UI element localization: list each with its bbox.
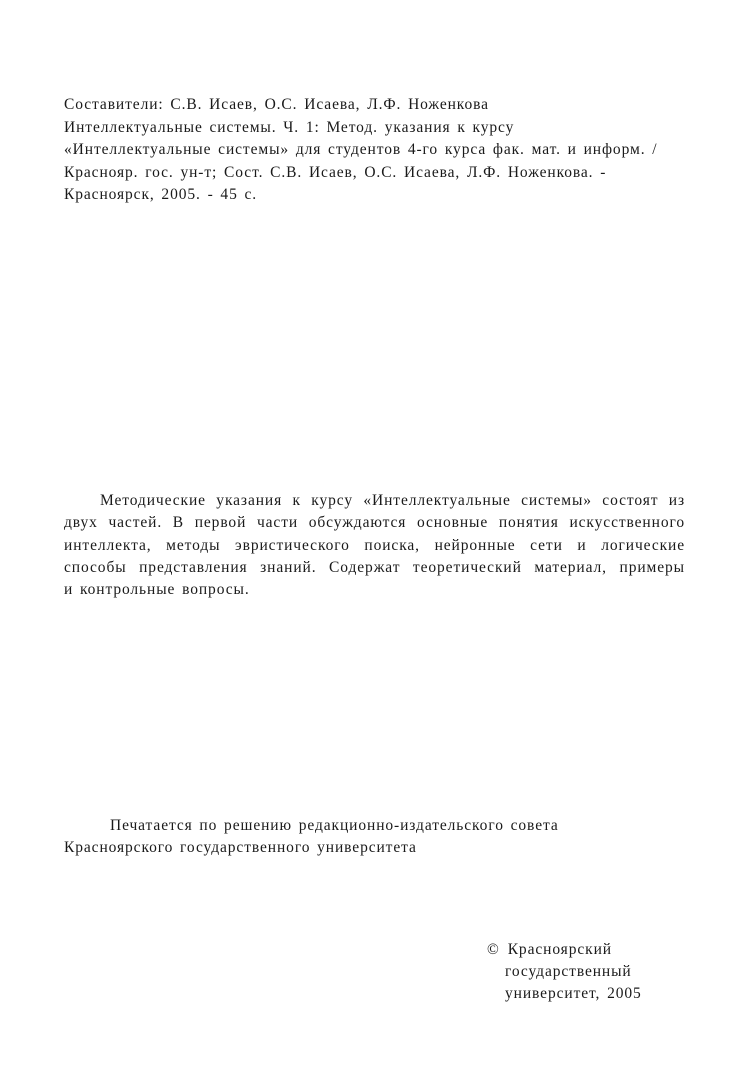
bib-place-year-line: Красноярск, 2005. - 45 с. [64, 186, 258, 203]
annotation-line-2: двух частей. В первой части обсуждаются основные понятия искусственного [64, 514, 685, 531]
annotation-line-3: интеллекта, методы эвристического поиска, нейронные сети и логические [64, 537, 685, 554]
bib-publisher-line: Краснояр. гос. ун-т; Сост. С.В. Исаев, О.С. Исаева, Л.Ф. Ноженкова. - [64, 164, 607, 181]
imprimatur-line-2: Красноярского государственного университета [64, 839, 417, 856]
copyright-holder-part-1: Красноярский [507, 941, 612, 958]
copyright-line-1 [487, 939, 612, 961]
bib-course-line: «Интеллектуальные системы» для студентов 4-го курса фак. мат. и информ. / [64, 141, 658, 158]
annotation-line-1: Методические указания к курсу «Интеллектуальные системы» состоят из [100, 492, 685, 509]
bib-title-line: Интеллектуальные системы. Ч. 1: Метод. указания к курсу [64, 119, 515, 136]
annotation-line-4: способы представления знаний. Содержат теоретический материал, примеры [64, 559, 685, 576]
copyright-sign: © [487, 941, 500, 958]
annotation-line-5: и контрольные вопросы. [64, 581, 250, 598]
imprimatur-line-1: Печатается по решению редакционно-издательского совета [110, 817, 559, 834]
bib-compilers-line: Составители: С.В. Исаев, О.С. Исаева, Л.Ф. Ноженкова [64, 96, 489, 113]
copyright-line-2: государственный [505, 963, 632, 980]
copyright-line-3: университет, 2005 [505, 985, 642, 1002]
